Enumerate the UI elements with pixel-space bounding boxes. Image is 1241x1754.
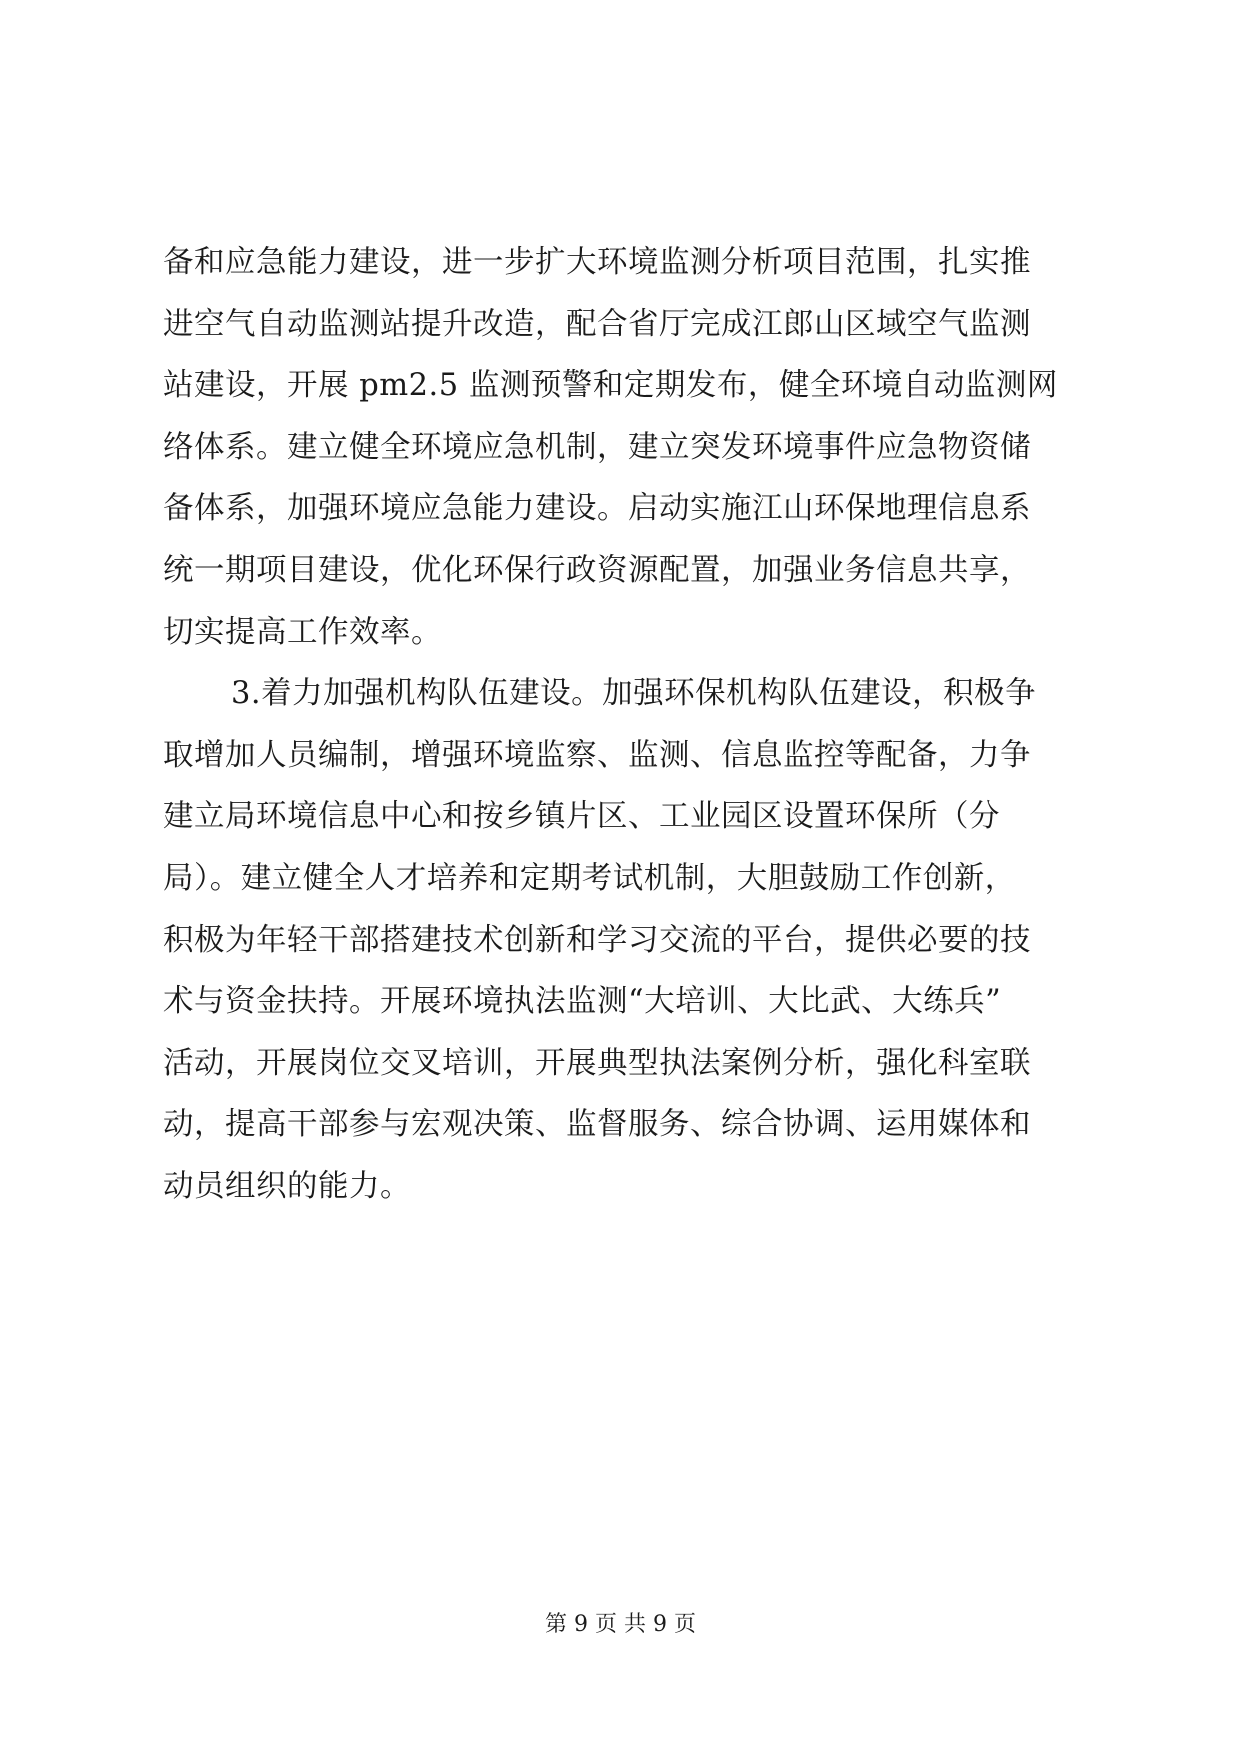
text-line: 站建设，开展 pm2.5 监测预警和定期发布，健全环境自动监测网 (163, 368, 1058, 404)
text-line: 局）。建立健全人才培养和定期考试机制，大胆鼓励工作创新， (163, 860, 1016, 896)
text-line: 活动，开展岗位交叉培训，开展典型执法案例分析，强化科室联 (163, 1045, 1031, 1081)
text-line: 切实提高工作效率。 (163, 614, 442, 650)
text-line: 术与资金扶持。开展环境执法监测“大培训、大比武、大练兵” (163, 984, 1002, 1020)
text-line: 动员组织的能力。 (163, 1168, 411, 1204)
text-line: 取增加人员编制，增强环境监察、监测、信息监控等配备，力争 (163, 737, 1031, 773)
text-line: 进空气自动监测站提升改造，配合省厅完成江郎山区域空气监测 (163, 306, 1031, 342)
text-line: 积极为年轻干部搭建技术创新和学习交流的平台，提供必要的技 (163, 922, 1031, 958)
section-heading-line: 3.着力加强机构队伍建设。加强环保机构队伍建设，积极争 (231, 676, 1037, 712)
text-line: 建立局环境信息中心和按乡镇片区、工业园区设置环保所（分 (163, 799, 1000, 835)
text-line: 备体系，加强环境应急能力建设。启动实施江山环保地理信息系 (163, 491, 1031, 527)
text-line: 备和应急能力建设，进一步扩大环境监测分析项目范围，扎实推 (163, 245, 1031, 280)
text-line: 统一期项目建设，优化环保行政资源配置，加强业务信息共享， (163, 552, 1031, 588)
document-body (163, 232, 1083, 1218)
text-line: 动，提高干部参与宏观决策、监督服务、综合协调、运用媒体和 (163, 1107, 1031, 1143)
text-line: 络体系。建立健全环境应急机制，建立突发环境事件应急物资储 (163, 429, 1031, 465)
page-footer: 第 9 页 共 9 页 (545, 1612, 696, 1637)
